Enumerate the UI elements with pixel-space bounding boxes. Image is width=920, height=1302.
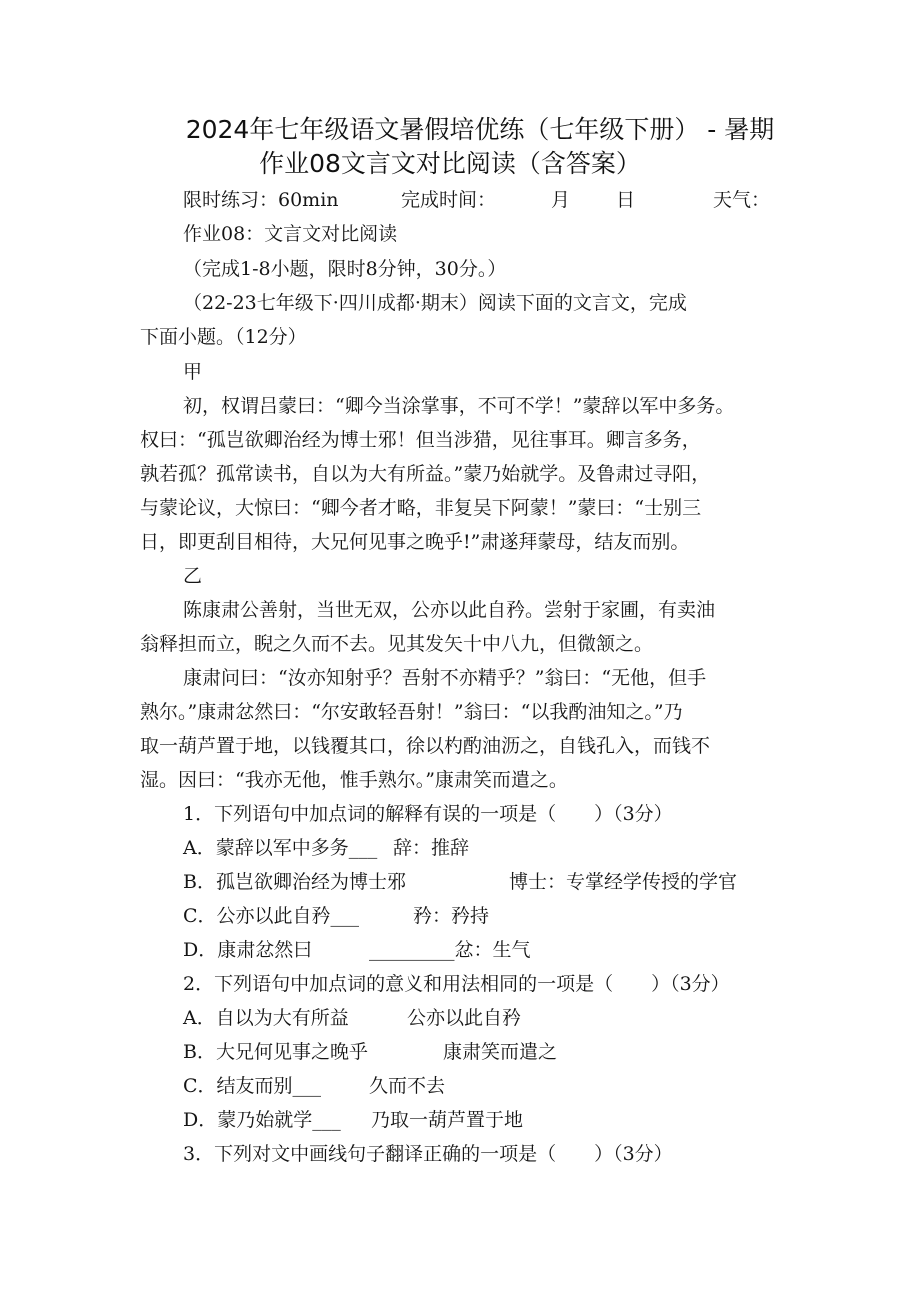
passage-b-line: 取一葫芦置于地，以钱覆其口，徐以杓酌油沥之，自钱孔入，而钱不 bbox=[140, 735, 711, 757]
question-2-stem: 2．下列语句中加点词的意义和用法相同的一项是（ ）（3分） bbox=[183, 973, 730, 995]
option-c-first: C．结友而别___ bbox=[183, 1075, 322, 1097]
passage-b-line: 湿。因曰：“我亦无他，惟手熟尔。”康肃笑而遣之。 bbox=[140, 769, 568, 791]
passage-a-line: 权曰：“孤岂欲卿治经为博士邪！但当涉猎，见往事耳。卿言多务， bbox=[140, 429, 701, 451]
passage-a-line: 孰若孤？孤常读书，自以为大有所益。”蒙乃始就学。及鲁肃过寻阳， bbox=[140, 463, 711, 485]
option-b-gloss: 博士：专掌经学传授的学官 bbox=[509, 871, 738, 893]
passage-b-label: 乙 bbox=[183, 565, 203, 587]
source-line-1: （22-23七年级下·四川成都·期末）阅读下面的文言文，完成 bbox=[183, 292, 687, 314]
instruction: （完成1-8小题，限时8分钟，30分。） bbox=[183, 258, 507, 280]
option-a-first: A．自以为大有所益 bbox=[183, 1007, 349, 1029]
option-d-first: D．蒙乃始就学___ bbox=[183, 1109, 341, 1131]
time-limit: 限时练习：60min bbox=[183, 189, 339, 211]
question-3-stem: 3．下列对文中画线句子翻译正确的一项是（ ）（3分） bbox=[183, 1143, 673, 1165]
passage-a-label: 甲 bbox=[183, 361, 203, 383]
option-b-second: 康肃笑而遣之 bbox=[443, 1041, 558, 1063]
passage-b-line: 康肃问曰：“汝亦知射乎？吾射不亦精乎？”翁曰：“无他，但手 bbox=[183, 667, 707, 689]
question-1-stem: 1．下列语句中加点词的解释有误的一项是（ ）（3分） bbox=[183, 803, 673, 825]
day-label: 日 bbox=[616, 189, 636, 211]
option-a-gloss: 辞：推辞 bbox=[393, 837, 470, 859]
option-a-sentence: A．蒙辞以军中多务___ bbox=[183, 837, 378, 859]
passage-b-line: 翁释担而立，睨之久而不去。见其发矢十中八九，但微颔之。 bbox=[140, 633, 654, 655]
assignment-title: 作业08：文言文对比阅读 bbox=[183, 223, 398, 245]
option-c-gloss: 矜：矜持 bbox=[413, 905, 490, 927]
weather-label: 天气： bbox=[713, 189, 771, 211]
passage-b-line: 陈康肃公善射，当世无双，公亦以此自矜。尝射于家圃，有卖油 bbox=[183, 599, 716, 621]
passage-a-line: 与蒙论议，大惊曰：“卿今者才略，非复吴下阿蒙！”蒙曰：“士别三 bbox=[140, 497, 702, 519]
option-a-second: 公亦以此自矜 bbox=[407, 1007, 522, 1029]
option-c-second: 久而不去 bbox=[369, 1075, 446, 1097]
option-d-second: 乃取一葫芦置于地 bbox=[371, 1109, 524, 1131]
option-b-first: B．大兄何见事之晚乎 bbox=[183, 1041, 368, 1063]
source-line-2: 下面小题。（12分） bbox=[140, 326, 307, 348]
finish-time-label: 完成时间： bbox=[401, 189, 497, 211]
option-b-sentence: B．孤岂欲卿治经为博士邪 bbox=[183, 871, 406, 893]
document-title-line-1: 2024年七年级语文暑假培优练（七年级下册） - 暑期 bbox=[185, 115, 775, 144]
month-label: 月 bbox=[551, 189, 571, 211]
option-c-sentence: C．公亦以此自矜___ bbox=[183, 905, 360, 927]
passage-b-line: 熟尔。”康肃忿然曰：“尔安敢轻吾射！”翁曰：“以我酌油知之。”乃 bbox=[140, 701, 683, 723]
option-d-sentence: D．康肃忿然曰 bbox=[183, 939, 313, 961]
passage-a-line: 日，即更刮目相待，大兄何见事之晚乎!”肃遂拜蒙母，结友而别。 bbox=[140, 531, 690, 553]
passage-a-line: 初，权谓吕蒙曰：“卿今当涂掌事，不可不学！”蒙辞以军中多务。 bbox=[183, 395, 735, 417]
document-title-line-2: 作业08文言文对比阅读（含答案） bbox=[259, 149, 641, 178]
option-d-gloss: _________忿：生气 bbox=[369, 939, 531, 961]
